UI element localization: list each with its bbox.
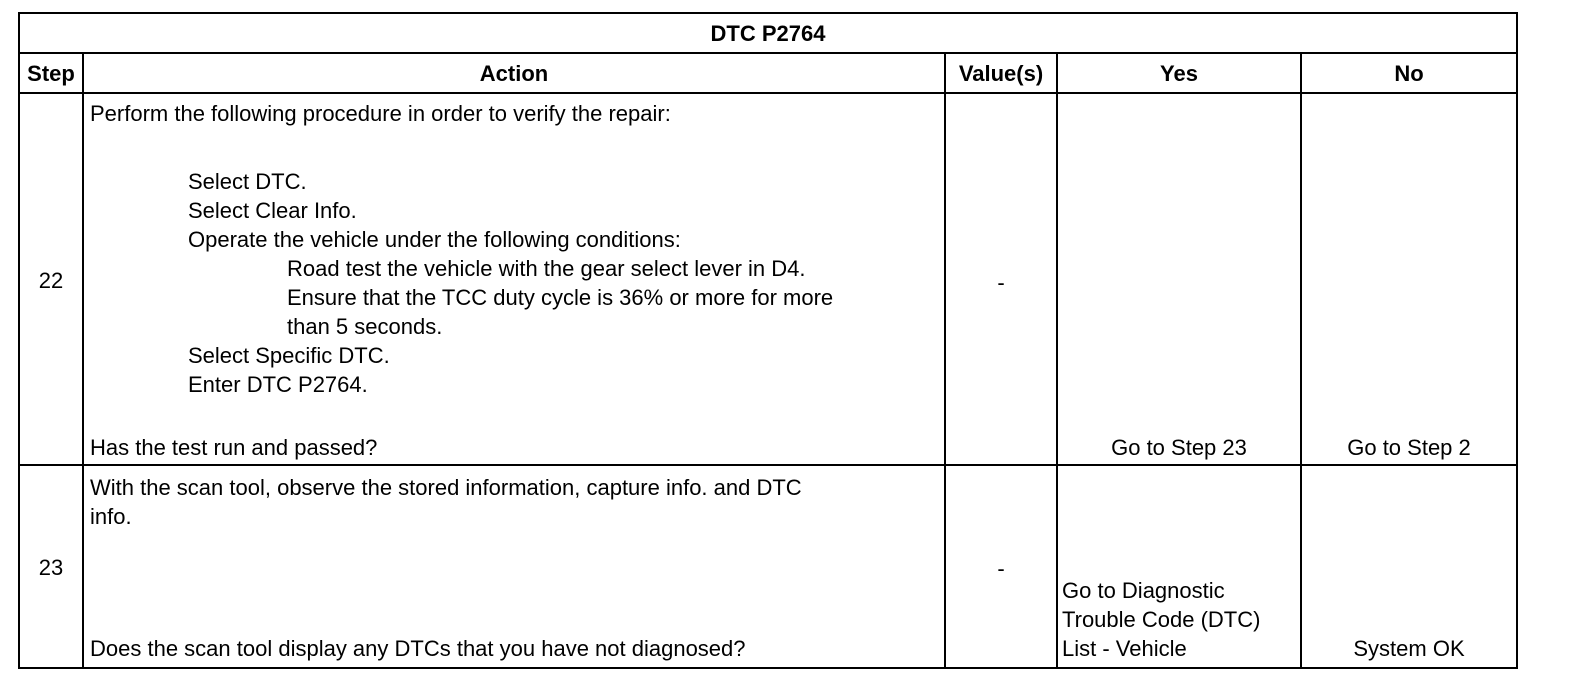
yes-cell-line: List - Vehicle (1062, 636, 1187, 661)
title-divider (20, 52, 1516, 54)
action-step: Operate the vehicle under the following conditions: (188, 227, 681, 252)
header-divider (20, 92, 1516, 94)
row-divider (20, 464, 1516, 466)
action-question: Has the test run and passed? (90, 435, 378, 460)
header-no: No (1394, 61, 1424, 86)
step-number: 22 (38, 268, 64, 293)
action-question: Does the scan tool display any DTCs that you have not diagnosed? (90, 636, 746, 661)
action-step: Enter DTC P2764. (188, 372, 368, 397)
action-intro: With the scan tool, observe the stored information, capture info. and DTC (90, 475, 802, 500)
values-cell: - (997, 270, 1005, 295)
col-divider-values (1056, 52, 1058, 669)
yes-cell-line: Go to Diagnostic (1062, 578, 1225, 603)
yes-cell-line: Trouble Code (DTC) (1062, 607, 1261, 632)
header-step: Step (27, 61, 75, 86)
values-cell: - (997, 556, 1005, 581)
action-intro: info. (90, 504, 132, 529)
action-step: Select DTC. (188, 169, 307, 194)
action-step: Select Clear Info. (188, 198, 357, 223)
table-title: DTC P2764 (710, 21, 826, 46)
header-yes: Yes (1160, 61, 1198, 86)
col-divider-yes (1300, 52, 1302, 669)
dtc-table (18, 12, 1518, 669)
no-cell: System OK (1353, 636, 1465, 661)
col-divider-step (82, 52, 84, 669)
action-step: Select Specific DTC. (188, 343, 390, 368)
yes-cell: Go to Step 23 (1111, 435, 1247, 460)
header-values: Value(s) (958, 61, 1044, 86)
step-number: 23 (38, 555, 64, 580)
action-substep: Ensure that the TCC duty cycle is 36% or more for more (287, 285, 834, 310)
action-intro: Perform the following procedure in order to verify the repair: (90, 101, 671, 126)
action-substep: than 5 seconds. (287, 314, 443, 339)
action-substep: Road test the vehicle with the gear select lever in D4. (287, 256, 806, 281)
header-action: Action (479, 61, 549, 86)
no-cell: Go to Step 2 (1347, 435, 1471, 460)
